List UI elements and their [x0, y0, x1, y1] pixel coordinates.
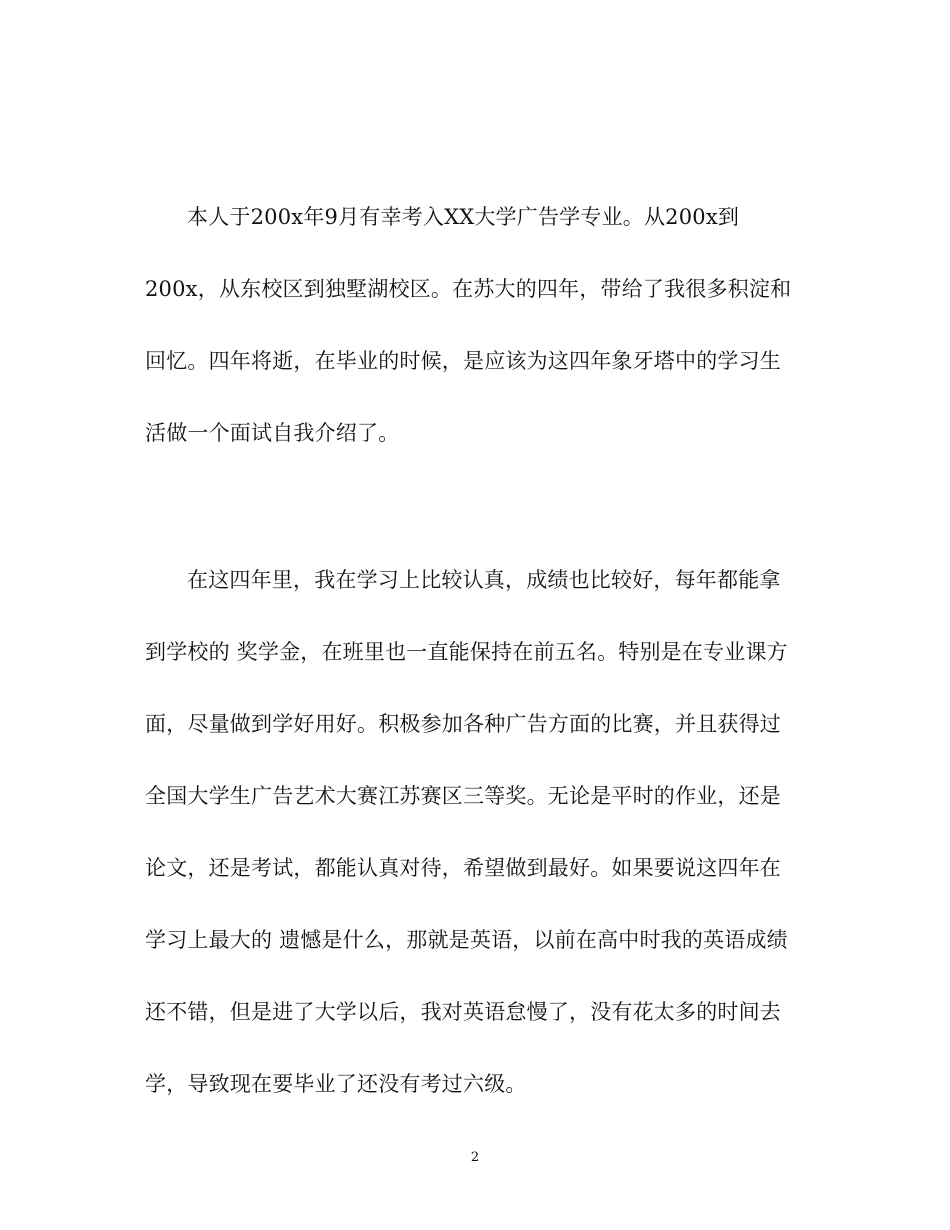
page-number: 2	[470, 1150, 480, 1165]
paragraph-1-line-1: 本人于200x年9月有幸考入XX大学广告学专业。从200x到	[187, 205, 740, 229]
paragraph-1-line-3: 回忆。四年将逝，在毕业的时候，是应该为这四年象牙塔中的学习生	[145, 349, 781, 373]
paragraph-2-line-7: 还不错，但是进了大学以后，我对英语怠慢了，没有花太多的时间去	[145, 1000, 781, 1024]
paragraph-2-line-8: 学，导致现在要毕业了还没有考过六级。	[145, 1072, 527, 1096]
paragraph-1-line-4: 活做一个面试自我介绍了。	[145, 421, 400, 445]
paragraph-1-line-2: 200x，从东校区到独墅湖校区。在苏大的四年，带给了我很多积淀和	[145, 277, 792, 301]
paragraph-2-line-2: 到学校的 奖学金，在班里也一直能保持在前五名。特别是在专业课方	[145, 640, 788, 664]
paragraph-2-line-4: 全国大学生广告艺术大赛江苏赛区三等奖。无论是平时的作业，还是	[145, 784, 781, 808]
paragraph-2-line-6: 学习上最大的 遗憾是什么，那就是英语，以前在高中时我的英语成绩	[145, 928, 788, 952]
paragraph-2-line-1: 在这四年里，我在学习上比较认真，成绩也比较好，每年都能拿	[187, 568, 781, 592]
paragraph-2-line-5: 论文，还是考试，都能认真对待，希望做到最好。如果要说这四年在	[145, 856, 781, 880]
paragraph-2-line-3: 面，尽量做到学好用好。积极参加各种广告方面的比赛，并且获得过	[145, 712, 781, 736]
